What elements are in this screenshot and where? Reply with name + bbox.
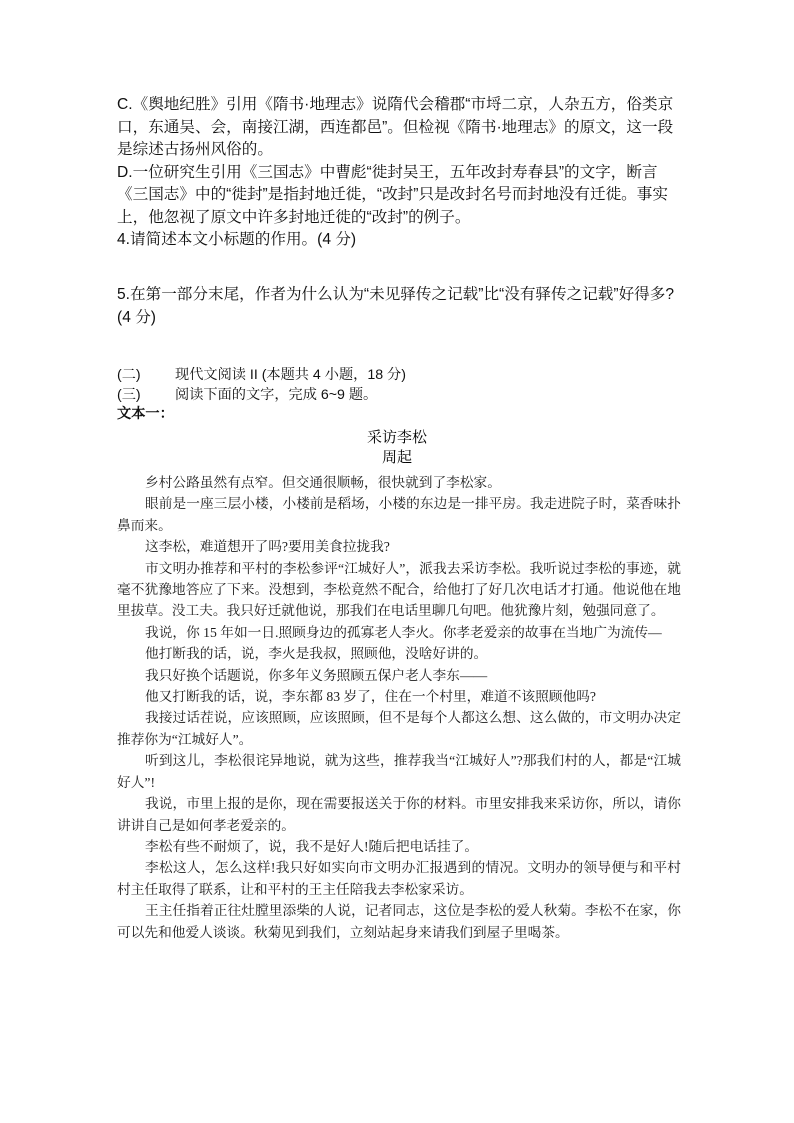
question-4: 4.请简述本文小标题的作用。(4 分) [117, 231, 357, 248]
section-title-2: 现代文阅读 II (本题共 4 小题，18 分) [175, 367, 406, 383]
article-author: 周起 [381, 449, 412, 466]
paragraph: 我说，你 15 年如一日.照顾身边的孤寡老人李火。你孝老爱亲的故事在当地广为流传— [145, 624, 662, 640]
section-row-3 [117, 386, 677, 406]
paragraph: 他打断我的话，说，李火是我叔，照顾他，没啥好讲的。 [145, 646, 488, 662]
option-d: D.一位研究生引用《三国志》中曹彪“徙封吴王，五年改封寿春县”的文字，断言《三国志》中的“徙封”是指封地迁徙，“改封”只是改封名号而封地没有迁徙。事实上，他忽视了原文中许多封地迁徙的“改封”的例子。 [117, 163, 668, 226]
paragraph: 他又打断我的话，说，李东都 83 岁了，住在一个村里，难道不该照顾他吗? [145, 689, 596, 705]
paragraph: 这李松，难道想开了吗?要用美食拉拢我? [145, 539, 390, 555]
section-number-3: (三) [117, 386, 141, 403]
paragraph: 市文明办推荐和平村的李松参评“江城好人”，派我去采访李松。我听说过李松的事迹，就毫不犹豫地答应了下来。没想到，李松竟然不配合，给他打了好几次电话才打通。他说他在地里拔草。没工夫。我只好迁就他说，那我们在电话里聊几句吧。他犹豫片刻，勉强同意了。 [117, 560, 681, 619]
paragraph: 听到这儿，李松很诧异地说，就为这些，推荐我当“江城好人”?那我们村的人，都是“江城好人”! [117, 753, 681, 790]
article-body [117, 472, 681, 943]
paragraph: 我接过话茬说，应该照顾，应该照顾，但不是每个人都这么想、这么做的，市文明办决定推荐你为“江城好人”。 [117, 710, 681, 747]
paragraph: 眼前是一座三层小楼，小楼前是稻场，小楼的东边是一排平房。我走进院子时，菜香味扑鼻而来。 [117, 496, 681, 533]
text-one-label: 文本一： [117, 406, 174, 422]
paragraph: 乡村公路虽然有点窄。但交通很顺畅，很快就到了李松家。 [145, 475, 501, 490]
article-title: 采访李松 [366, 429, 427, 446]
option-c: C.《舆地纪胜》引用《隋书·地理志》说隋代会稽郡“市埒二京，人杂五方，俗类京口，东通吴、会，南接江湖，西连都邑”。但检视《隋书·地理志》的原文，这一段是综述古扬州风俗的。 [117, 96, 674, 158]
section-number-2: (二) [117, 367, 141, 383]
paragraph: 我说，市里上报的是你，现在需要报送关于你的材料。市里安排我来采访你，所以，请你讲讲自己是如何孝老爱亲的。 [117, 796, 681, 833]
question-5-block [117, 284, 677, 329]
previous-questions-block [117, 94, 677, 252]
paragraph: 李松有些不耐烦了，说，我不是好人!随后把电话挂了。 [145, 838, 479, 854]
paragraph: 李松这人，怎么这样!我只好如实向市文明办汇报遇到的情况。文明办的领导便与和平村村主任取得了联系，让和平村的王主任陪我去李松家采访。 [117, 860, 681, 897]
section-row-2 [117, 366, 677, 386]
question-5: 5.在第一部分末尾，作者为什么认为“未见驿传之记载”比“没有驿传之记载”好得多?(4 分) [117, 286, 675, 326]
section-header [117, 366, 677, 425]
section-instruction: 阅读下面的文字，完成 6~9 题。 [175, 386, 378, 403]
paragraph: 王主任指着正往灶膛里添柴的人说，记者同志，这位是李松的爱人秋菊。李松不在家，你可以先和他爱人谈谈。秋菊见到我们，立刻站起身来请我们到屋子里喝茶。 [117, 903, 681, 940]
paragraph: 我只好换个话题说，你多年义务照顾五保户老人李东—— [145, 667, 488, 683]
